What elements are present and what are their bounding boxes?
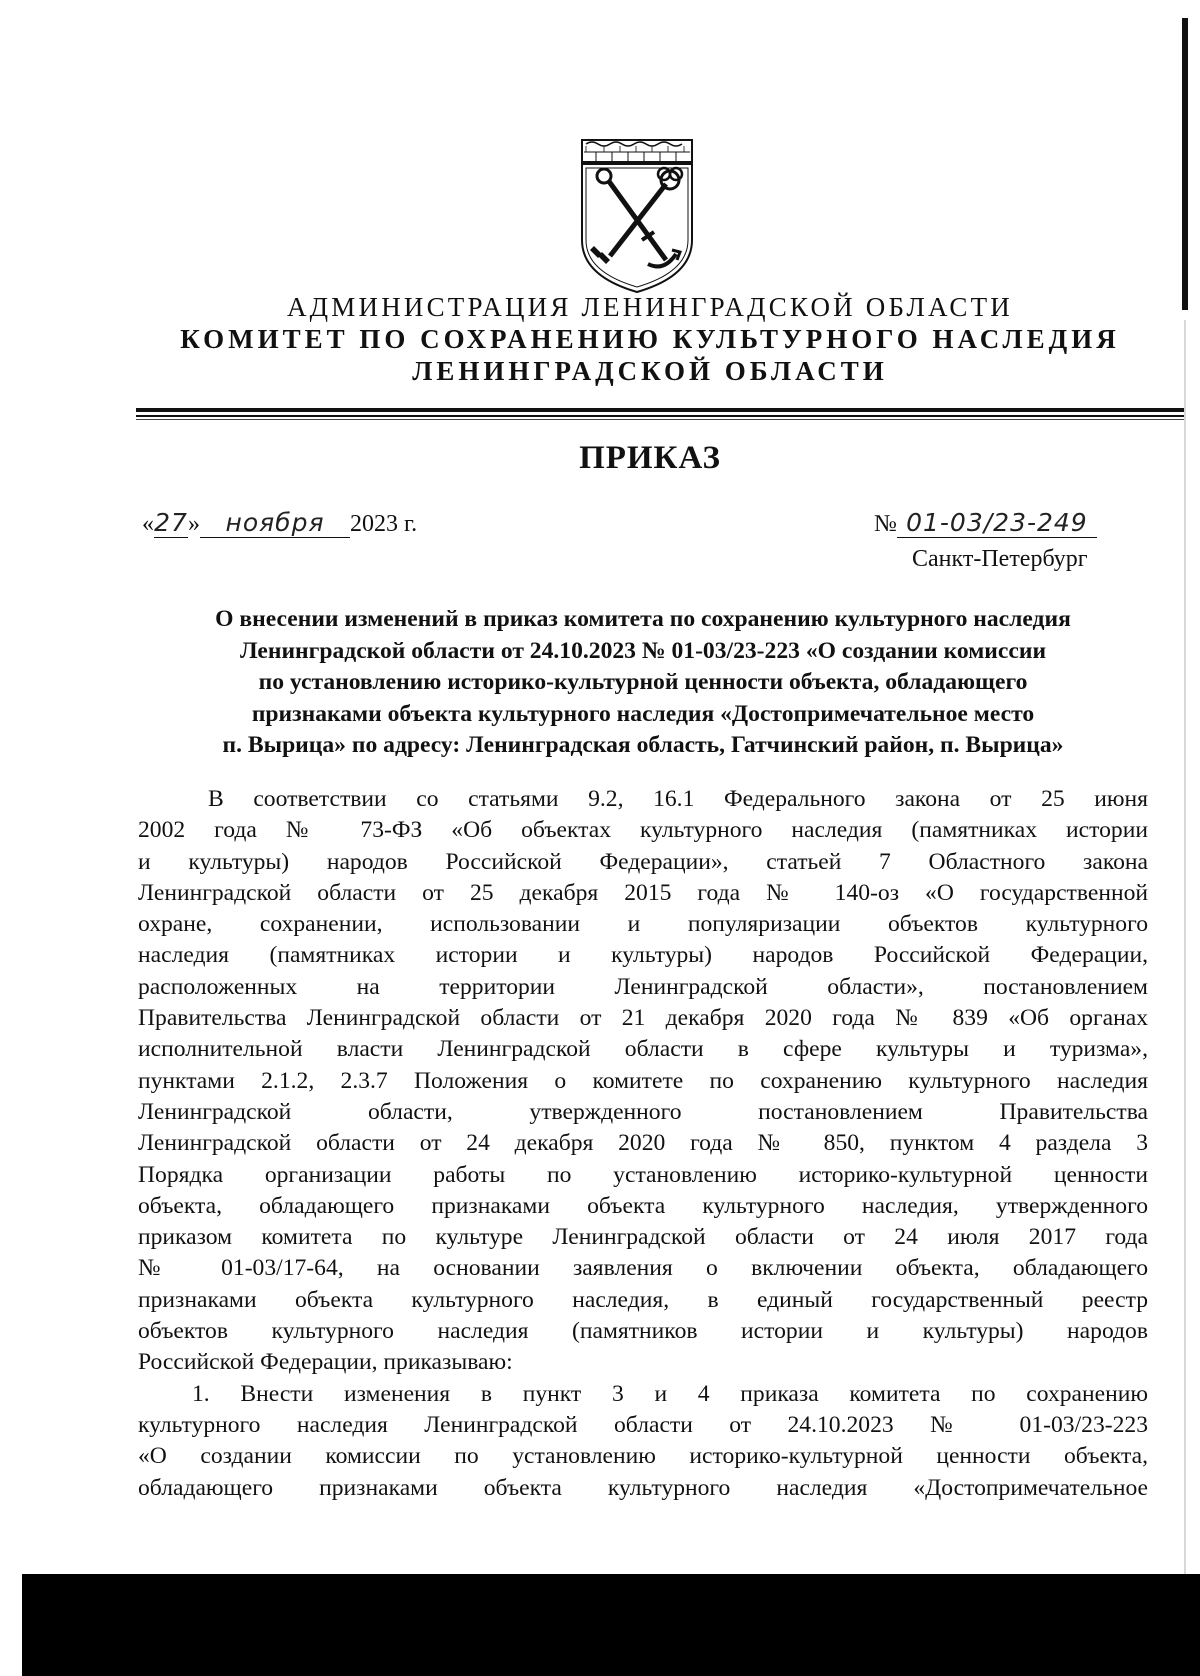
body-line: и культуры) народов Российской Федерации», статьей 7 Областного закона xyxy=(138,848,1148,875)
leningrad-oblast-coat-of-arms-icon xyxy=(572,136,702,296)
body-line: Ленинградской области от 24 декабря 2020 года № 850, пунктом 4 раздела 3 xyxy=(138,1130,1148,1157)
body-line: 2002 года № 73-ФЗ «Об объектах культурного наследия (памятниках истории xyxy=(138,817,1148,844)
document-city: Санкт-Петербург xyxy=(912,546,1088,572)
body-line: расположенных на территории Ленинградской области», постановлением xyxy=(138,973,1148,1000)
body-line: объекта, обладающего признаками объекта культурного наследия, утвержденного xyxy=(138,1192,1148,1219)
title-line: Ленинградской области от 24.10.2023 № 01-03/23-223 «О создании комиссии xyxy=(239,637,1047,664)
number-value: 01-03/23-249 xyxy=(897,508,1097,538)
header-administration: АДМИНИСТРАЦИЯ ЛЕНИНГРАДСКОЙ ОБЛАСТИ xyxy=(286,292,1013,322)
scan-edge-shadow xyxy=(1182,18,1188,310)
body-line: культурного наследия Ленинградской области от 24.10.2023 № 01-03/23-223 xyxy=(138,1411,1148,1438)
date-day: 27 xyxy=(154,508,188,537)
header-divider xyxy=(136,408,1184,412)
body-line: признаками объекта культурного наследия, в единый государственный реестр xyxy=(138,1286,1148,1313)
body-line: исполнительной власти Ленинградской области в сфере культуры и туризма», xyxy=(138,1036,1148,1063)
body-line: Ленинградской области, утвержденного постановлением Правительства xyxy=(138,1098,1148,1125)
body-line: наследия (памятниках истории и культуры) народов Российской Федерации, xyxy=(138,942,1148,969)
scan-bottom-shadow xyxy=(22,1574,1200,1676)
body-line: Российской Федерации, приказываю: xyxy=(138,1349,513,1376)
body-line: охране, сохранении, использовании и популяризации объектов культурного xyxy=(138,911,1148,938)
number-prefix: № xyxy=(874,511,897,537)
scan-edge-line xyxy=(1184,320,1186,1650)
title-line: О внесении изменений в приказ комитета по сохранению культурного наследия xyxy=(215,606,1071,632)
header-region: ЛЕНИНГРАДСКОЙ ОБЛАСТИ xyxy=(412,356,888,386)
body-line: № 01-03/17-64, на основании заявления о включении объекта, обладающего xyxy=(138,1255,1148,1282)
body-line: объектов культурного наследия (памятников истории и культуры) народов xyxy=(138,1318,1148,1345)
body-line: обладающего признаками объекта культурного наследия «Достопримечательное xyxy=(138,1474,1148,1501)
body-line: 1. Внести изменения в пункт 3 и 4 приказа комитета по сохранению xyxy=(192,1380,1148,1407)
title-line: п. Вырица» по адресу: Ленинградская область, Гатчинский район, п. Вырица» xyxy=(222,732,1064,758)
document-body xyxy=(138,784,1148,1504)
body-line: Правительства Ленинградской области от 21 декабря 2020 года № 839 «Об органах xyxy=(138,1005,1148,1032)
body-line: «О создании комиссии по установлению историко-культурной ценности объекта, xyxy=(138,1443,1148,1470)
date-year: 2023 г. xyxy=(350,511,418,537)
header-divider-thin-2 xyxy=(136,419,1184,420)
document-date xyxy=(142,508,417,538)
document-title xyxy=(138,604,1148,762)
title-line: по установлению историко-культурной ценности объекта, обладающего xyxy=(258,669,1028,695)
body-line: В соответствии со статьями 9.2, 16.1 Федерального закона от 25 июня xyxy=(208,786,1148,812)
date-quote-open: « xyxy=(142,511,154,537)
header-divider-thin xyxy=(136,415,1184,417)
date-month: ноября xyxy=(200,508,350,538)
document-type: ПРИКАЗ xyxy=(579,440,721,476)
body-line: Порядка организации работы по установлению историко-культурной ценности xyxy=(138,1161,1148,1188)
document-number xyxy=(874,508,1097,538)
body-line: пунктами 2.1.2, 2.3.7 Положения о комитете по сохранению культурного наследия xyxy=(138,1067,1148,1094)
header-committee: КОМИТЕТ ПО СОХРАНЕНИЮ КУЛЬТУРНОГО НАСЛЕДИЯ xyxy=(180,324,1120,354)
title-line: признаками объекта культурного наследия «Достопримечательное место xyxy=(251,700,1035,727)
body-line: Ленинградской области от 25 декабря 2015 года № 140-оз «О государственной xyxy=(138,879,1148,906)
date-quote-close: » xyxy=(188,511,200,537)
body-line: приказом комитета по культуре Ленинградской области от 24 июля 2017 года xyxy=(138,1224,1148,1251)
